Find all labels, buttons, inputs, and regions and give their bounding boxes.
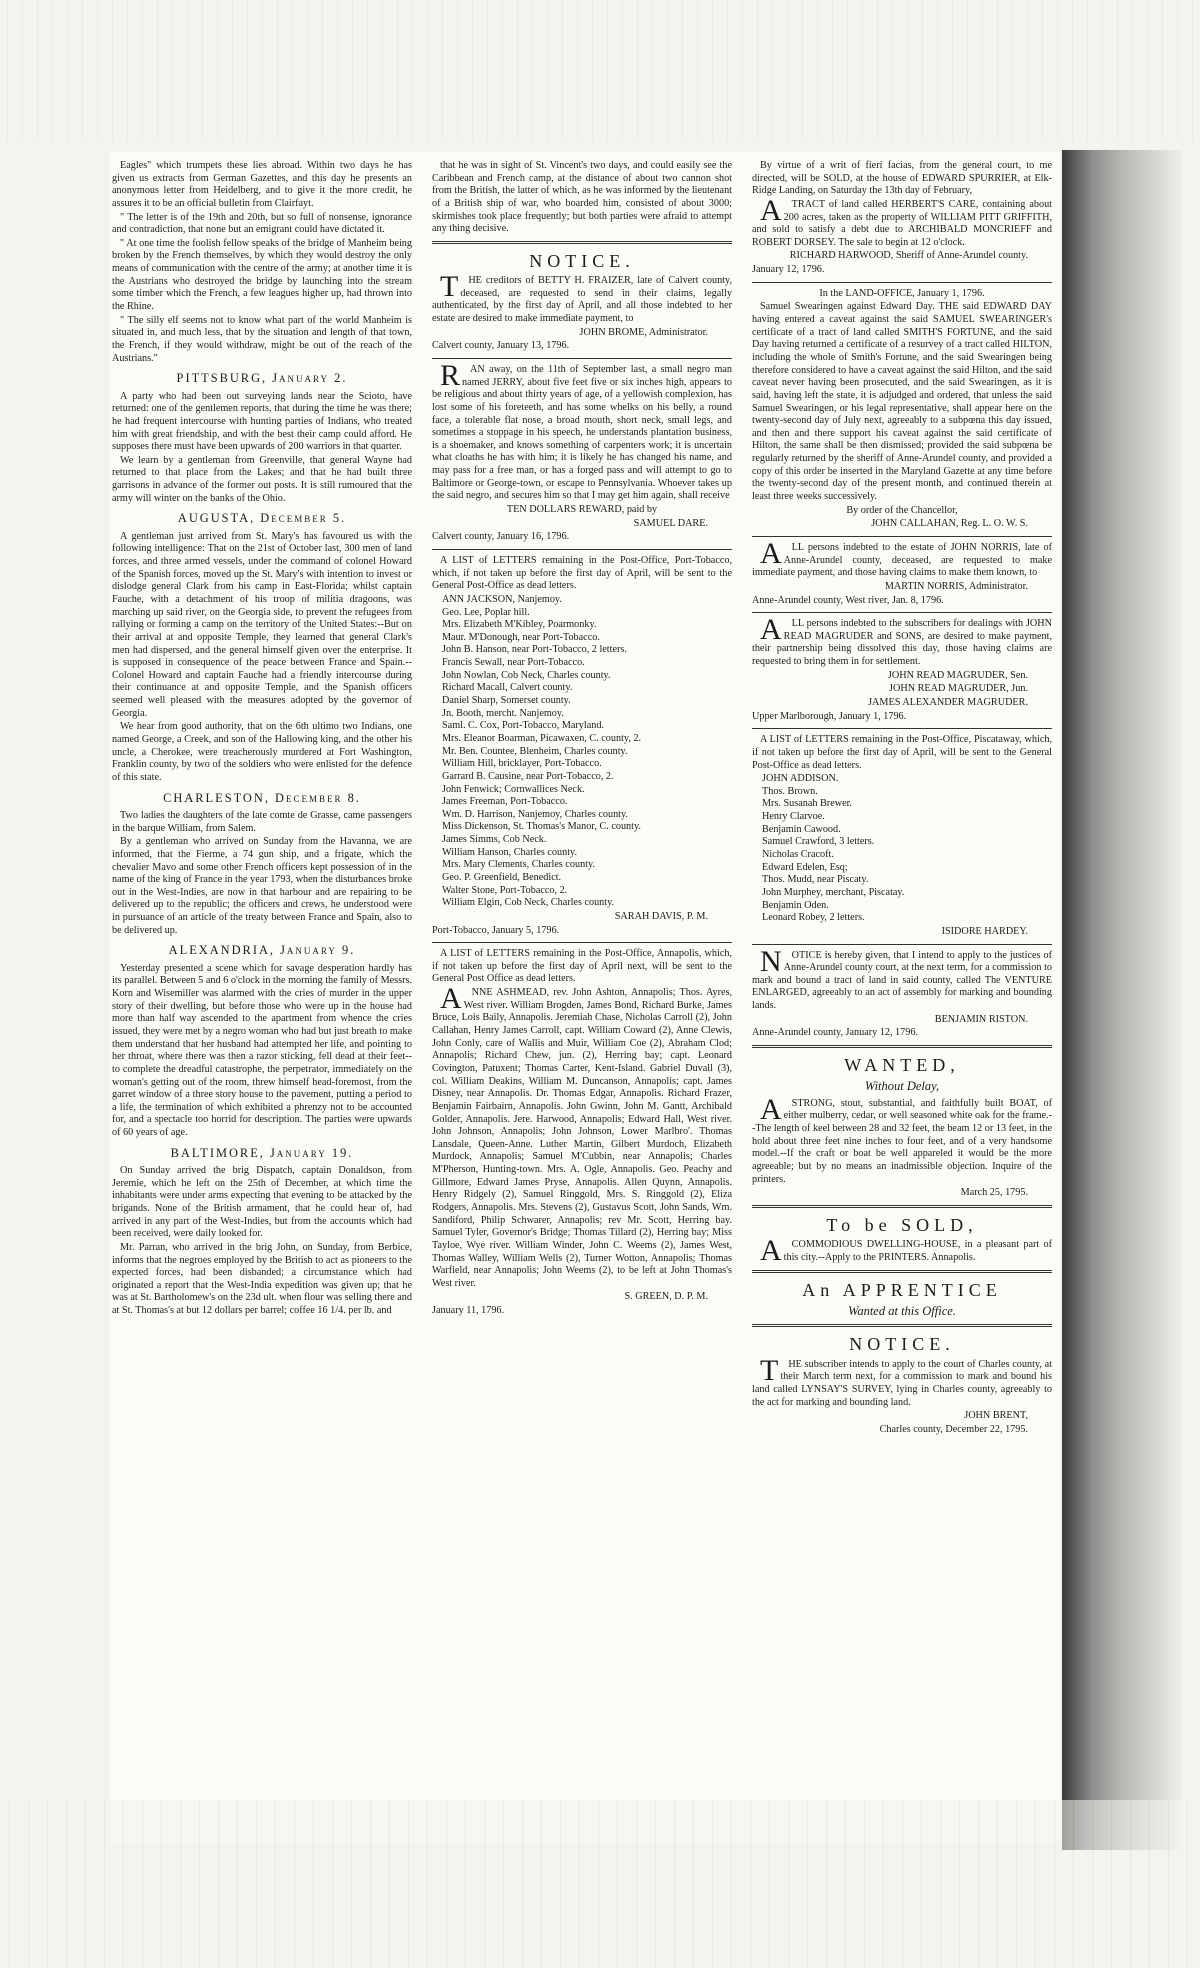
notice-date: Upper Marlborough, January 1, 1796. xyxy=(752,710,907,722)
letter-entry: William Elgin, Cob Neck, Charles county. xyxy=(442,897,615,909)
letter-entry: Mrs. Mary Clements, Charles county. xyxy=(442,859,595,871)
paragraph: On Sunday arrived the brig Dispatch, captain Donaldson, from Jeremie, which he left on the 25th of December, at which time the inhabitants were under arms expecting that evening to be attacked by the brigands. None of the British armament, that he could hear of, had arrived in any part of the West-Indies, but from the accounts which had been received, were daily looked for. xyxy=(112,1165,412,1240)
paragraph: Mr. Parran, who arrived in the brig John, on Sunday, from Berbice, informs that the negroes employed by the British to act as pioneers to the expected forces, had been disbanded; a circumstance which had originated a report that the West-India expedition was given up; that he was at St. Bartholomew's on the 23d ult. when flour was selling there and at St. Thomas's at but 12 dollars per barrel; coffee 16 1/4. per lb. and xyxy=(112,1241,412,1317)
paragraph: We learn by a gentleman from Greenville, that general Wayne had returned to that place from the Lakes; and that he had built three garrisons in advance of the former out posts. It is still rumoured that the army will winter on the banks of the Ohio. xyxy=(112,454,412,504)
book-spine-shadow xyxy=(1062,150,1182,1850)
signature: S. GREEN, D. P. M. xyxy=(624,1291,708,1303)
letter-entry: ANN JACKSON, Nanjemoy. xyxy=(442,593,562,605)
letter-entry: John B. Hanson, near Port-Tobacco, 2 letters. xyxy=(442,644,627,656)
letter-entry: Wm. D. Harrison, Nanjemoy, Charles county. xyxy=(442,808,628,820)
letter-entry: Mr. Ben. Countee, Blenheim, Charles county. xyxy=(442,745,628,757)
notice-text: THE creditors of BETTY H. FRAIZER, late of Calvert county, deceased, are requested to send in their claims, legally authenticated, by the first day of April, and all those indebted to her estate are desired to make immediate payment, to xyxy=(432,270,732,325)
paragraph: that he was in sight of St. Vincent's two days, and could easily see the Caribbean and French camp, at the distance of about two cannon shot from the British, the latter of which, as he was informed by the lieutenant of a British ship of war, who boarded him, consisted of about 3000; skirmishes took place frequently; but both parties were afraid to attempt any thing decisive. xyxy=(432,160,732,235)
letter-entry: Nicholas Cracoft. xyxy=(762,849,834,861)
wanted-text: ASTRONG, stout, substantial, and faithfully built BOAT, of either mulberry, cedar, or well seasoned white oak for the frame.--The length of keel between 28 and 32 feet, the beam 12 or 13 feet, in the hold about three feet nine inches to four feet, and of a very handsome model.--If the craft or boat be well appareled it would be the more agreeable; but by no means an inadmissible objection. Inquire of the printers. xyxy=(752,1092,1052,1185)
notice-date: Calvert county, January 13, 1796. xyxy=(432,340,570,352)
order-line: By order of the Chancellor, xyxy=(846,504,958,516)
column-3 xyxy=(752,160,1052,1438)
letter-entry: Benjamin Cawood. xyxy=(762,823,841,835)
dateline-alexandria: ALEXANDRIA, January 9. xyxy=(168,943,356,958)
divider xyxy=(432,241,732,244)
dateline-pittsburg: PITTSBURG, January 2. xyxy=(176,371,348,386)
signature: JOHN BROME, Administrator. xyxy=(579,326,708,338)
letter-entry: John Nowlan, Cob Neck, Charles county. xyxy=(442,669,611,681)
letter-entry: Leonard Robey, 2 letters. xyxy=(762,912,865,924)
divider xyxy=(752,1270,1052,1273)
signature: SAMUEL DARE. xyxy=(633,517,708,529)
letter-entry: Richard Macall, Calvert county. xyxy=(442,682,573,694)
letter-entry: Walter Stone, Port-Tobacco, 2. xyxy=(442,884,568,896)
letter-entry: Samuel Crawford, 3 letters. xyxy=(762,836,875,848)
notice-date: Anne-Arundel county, January 12, 1796. xyxy=(752,1027,918,1039)
paragraph: A gentleman just arrived from St. Mary's has favoured us with the following intelligence: That on the 21st of October last, 300 men of land forces, and three armed vessels, under the command of colonel Howard of the Spanish forces, moved up the St. Mary's with intention to invest or dislodge general Clark from his camp in East-Florida; whilst captain Fauche, with a detachment of his troop of militia dragoons, was marching up said river, on the Georgia side, to prevent the refugees from rallying or forming a camp on the territory of the United States:--But on their arrival at and opposite Temple, they learned that general Clark's men had dispersed, and the general himself given over the enterprise. It is supposed in consequence of the peace between France and Spain.--Colonel Howard and captain Fauche had a friendly intercourse during their continuance at and opposite Temple, and the Spanish officers seemed well pleased with the measures adopted by the governor of Georgia. xyxy=(112,530,412,719)
divider xyxy=(432,549,732,550)
letter-entry: James Simms, Cob Neck. xyxy=(442,834,547,846)
letter-entry: Francis Sewall, near Port-Tobacco. xyxy=(442,657,585,669)
signature: BENJAMIN RISTON. xyxy=(934,1013,1028,1025)
land-office-notice: Samuel Swearingen against Edward Day. THE said EDWARD DAY having entered a caveat against the said SAMUEL SWEARINGER's certificate of a tract of land called SMITH'S FORTUNE, and the said Day having returned a certificate of a resurvey of a tract called HILTON, including the whole of Smith's Fortune, and the said Swearingen being therefore considered to have a caveat against the said Hilton, and the said caveat never having been prosecuted, and the said Swearingen, as it is said, having left the state, it is adjudged and ordered, that unless the said Samuel Swearingen, or his legal representative, shall appear here on the twenty-second day of July next, agreeably to a subpœna this day issued, and then and there support his caveat against the said certificate of Hilton, the same shall be then dismissed; provided the said subpœna be regularly returned by the sheriff of Anne-Arundel county, and provided a copy of this order be inserted in the Maryland Gazette at any time before the twenty-second day of the present month, and continued therein at least three weeks successively. xyxy=(752,301,1052,503)
signature: RICHARD HARWOOD, Sheriff of Anne-Arundel county. xyxy=(789,250,1028,262)
notice-heading: NOTICE. xyxy=(849,1334,955,1355)
divider xyxy=(752,1205,1052,1208)
letter-entry: Thos. Mudd, near Piscaty. xyxy=(762,874,869,886)
letter-entry: Saml. C. Cox, Port-Tobacco, Maryland. xyxy=(442,720,604,732)
scan-noise-bottom xyxy=(0,1800,1200,1968)
signature: JAMES ALEXANDER MAGRUDER. xyxy=(868,696,1028,708)
signature: MARTIN NORRIS, Administrator. xyxy=(884,580,1028,592)
divider xyxy=(752,1045,1052,1048)
paragraph: " The letter is of the 19th and 20th, but so full of nonsense, ignorance and contradiction, that none but an emigrant could have dictated it. xyxy=(112,211,412,236)
letters-list-piscataway xyxy=(752,773,1052,925)
dateline-augusta: AUGUSTA, December 5. xyxy=(177,511,347,526)
letters-list-annapolis: ANNE ASHMEAD, rev. John Ashton, Annapolis; Thos. Ayres, West river. William Brogden, James Bond, Richard Burke, James Bruce, Lois Baily, Annapolis. Jeremiah Chase, Nicholas Carroll (2), John Callahan, Henry James Carroll, capt. William Coward (2), Anne Clewis, John Conly, care of Wallis and Muir, William Coe (2), Abraham Clod; Annapolis; Richard Chew, jun. (2), Herring bay; capt. Leonard Covington, Patuxent; Thomas Carter, Kent-Island. Gabriel Duvall (3), col. William Deakins, William M. Duncanson, Annapolis; capt. James Disney, near Annapolis. Dr. Thomas Edgar, Annapolis. Richard Frazer, Benjamin Fairbairn, Annapolis. John Gwinn, John M. Gantt, Archibald Golder, Annapolis. Jere. Harwood, Annapolis; Edward Hall, West river. John Johnson, Annapolis; John Johnson, Lower Marlbro'. Thomas Lansdale, Queen-Anne. Luther Martin, Gilbert Murdoch, Elizabeth Murdock, Annapolis; Samuel M'Cubbin, near Annapolis; Charles M'Pherson, Hunting-town. Mrs. A. Ogle, Annapolis. Geo. Peachy and Gillmore, Edward James Pryse, Annapolis. Allen Quynn, Annapolis. Henry Ridgely (2), Samuel Ringgold, Mrs. S. Ringgold (2), Eliza Rodgers, Annapolis. Mrs. Stevens (2), Gustavus Scott, John Sands, Wm. Sandiford, Philip Schwarer, Annapolis; rev Mr. Scott, Herring bay. Samuel Tyler, Governor's Bridge; Thomas Tillard (2), Herring bay; Miss Tayloe, Wye river. William Winder, John C. Weems (2), James West, Thomas Walley, William Wells (2), Turner Wotton, Annapolis; Thomas Warfield, near Annapolis; John Weems (2), to be left at John Thomas's West river. xyxy=(432,982,732,1289)
letter-entry: Henry Clarvoe. xyxy=(762,811,825,823)
divider xyxy=(752,944,1052,945)
letter-entry: Mrs. Eleanor Boarman, Picawaxen, C. county, 2. xyxy=(442,732,642,744)
signature: JOHN READ MAGRUDER, Sen. xyxy=(887,669,1028,681)
letter-entry: Geo. P. Greenfield, Benedict. xyxy=(442,871,562,883)
divider xyxy=(752,728,1052,729)
runaway-notice: RAN away, on the 11th of September last, a small negro man named JERRY, about five feet five or six inches high, appears to be religious and about thirty years of age, of a yellowish complexion, has lost some of his foreteeth, and has some whelks on his belly, a round face, a tolerable flat nose, a broad mouth, short neck, small legs, and sometimes a stoppage in his speech, he understands plantation business, is a shoemaker, and knows something of carpenters work; it is uncertain what cloaths he has with him; it is likely he has changed his name, and may pass for a free man, or has a forged pass and will attempt to go to Baltimore or George-town, or escape to Pennsylvania. Whoever takes up the said negro, and secures him so that I may get him again, shall receive xyxy=(432,359,732,502)
letter-entry: Edward Edelen, Esq; xyxy=(762,861,848,873)
scan-noise-top xyxy=(0,0,1200,140)
letter-entry: William Hill, bricklayer, Port-Tobacco. xyxy=(442,758,602,770)
letter-entry: John Fenwick; Cornwallices Neck. xyxy=(442,783,585,795)
notice-text: NOTICE is hereby given, that I intend to apply to the justices of Anne-Arundel county court, at the next term, for a commission to mark and bound a tract of land in said county, called The VENTURE ENLARGED, agreeably to an act of assembly for marking and bounding lands. xyxy=(752,944,1052,1012)
letter-entry: John Murphey, merchant, Piscatay. xyxy=(762,886,905,898)
letter-entry: Thos. Brown. xyxy=(762,785,818,797)
notice-date: Charles county, December 22, 1795. xyxy=(879,1423,1028,1435)
letter-entry: Geo. Lee, Poplar hill. xyxy=(442,606,530,618)
letter-entry: Benjamin Oden. xyxy=(762,899,829,911)
for-sale-text: ACOMMODIOUS DWELLING-HOUSE, in a pleasant part of this city.--Apply to the PRINTERS. Annapolis. xyxy=(760,1234,1052,1268)
column-2 xyxy=(432,160,732,1318)
letter-entry: Miss Dickenson, St. Thomas's Manor, C. county. xyxy=(442,821,641,833)
apprentice-heading: An APPRENTICE xyxy=(802,1279,1002,1300)
letter-entry: Garrard B. Causine, near Port-Tobacco, 2. xyxy=(442,770,614,782)
letter-entry: James Freeman, Port-Tobacco. xyxy=(442,796,568,808)
dateline-charleston: CHARLESTON, December 8. xyxy=(163,790,361,805)
sale-intro: By virtue of a writ of fieri facias, from the general court, to me directed, will be SOLD, at the house of EDWARD SPURRIER, at Elk-Ridge Landing, on Saturday the 13th day of February, xyxy=(752,160,1052,197)
paragraph: Eagles" which trumpets these lies abroad. Within two days he has given us extracts from German Gazettes, and this day he presents an anonymous letter from Heidelberg, and to give it the more credit, he assures it to be an official bulletin from Clairfayt. xyxy=(112,160,412,209)
paragraph: " The silly elf seems not to know what part of the world Manheim is situated in, and much less, that by the situation and length of that town, the French, if they would withdraw, might be out of the reach of the Austrians." xyxy=(112,314,412,364)
divider xyxy=(432,358,732,359)
signature: SARAH DAVIS, P. M. xyxy=(614,910,708,922)
signature: JOHN CALLAHAN, Reg. L. O. W. S. xyxy=(871,518,1028,530)
divider xyxy=(752,536,1052,537)
divider xyxy=(752,1324,1052,1327)
notice-date: Calvert county, January 16, 1796. xyxy=(432,531,570,543)
apprentice-subheading: Wanted at this Office. xyxy=(848,1303,956,1318)
letter-entry: Daniel Sharp, Somerset county. xyxy=(442,695,571,707)
land-office-heading: In the LAND-OFFICE, January 1, 1796. xyxy=(819,287,985,299)
letters-heading: A LIST of LETTERS remaining in the Post-Office, Piscataway, which, if not taken up before the first day of April, will be sent to the General Post-Office as dead letters. xyxy=(752,734,1052,771)
letter-entry: Mrs. Elizabeth M'Kibley, Poarmonky. xyxy=(442,619,597,631)
letters-heading: A LIST of LETTERS remaining in the Post-Office, Annapolis, which, if not taken up before the first day of April next, will be sent to the General Post Office as dead letters. xyxy=(432,948,732,985)
letters-list-port-tobacco xyxy=(432,594,732,910)
letters-heading: A LIST of LETTERS remaining in the Post-Office, Port-Tobacco, which, if not taken up before the first day of April, will be sent to the General Post-Office as dead letters. xyxy=(432,554,732,592)
column-1 xyxy=(112,160,412,1319)
paragraph: " At one time the foolish fellow speaks of the bridge of Manheim being broken by the French themselves, by which they would destroy the only means of communication with the centre of the army; at another time it is the Austrians who destroyed the bridge by launching into the stream some timber which the French, a few leagues higher up, had thrown into the Rhine. xyxy=(112,237,412,313)
notice-date: March 25, 1795. xyxy=(960,1187,1028,1199)
divider xyxy=(752,282,1052,283)
sale-notice: ATRACT of land called HERBERT'S CARE, containing about 200 acres, taken as the property of WILLIAM PITT GRIFFITH, and sold to satisfy a debt due to ARCHIBALD MONCRIEFF and ROBERT DORSEY. The sale to begin at 12 o'clock. xyxy=(752,193,1052,248)
notice-date: January 11, 1796. xyxy=(432,1305,505,1317)
notice-text: THE subscriber intends to apply to the court of Charles county, at their March term next, for a commission to mark and bound his land called LYNSAY'S SURVEY, lying in Charles county, agreeably to the act for marking and bounding land. xyxy=(752,1353,1052,1408)
notice-date: Anne-Arundel county, West river, Jan. 8, 1796. xyxy=(752,594,944,606)
reward-line: TEN DOLLARS REWARD, paid by xyxy=(506,504,658,516)
notice-heading: NOTICE. xyxy=(529,250,635,271)
dateline-baltimore: BALTIMORE, January 19. xyxy=(170,1145,354,1160)
paragraph: Two ladies the daughters of the late comte de Grasse, came passengers in the barque William, from Salem. xyxy=(112,809,412,834)
for-sale-heading: To be SOLD, xyxy=(826,1214,978,1235)
wanted-heading: WANTED, xyxy=(844,1055,960,1075)
divider xyxy=(752,612,1052,613)
paragraph: Yesterday presented a scene which for savage desperation hardly has its parallel. Between 5 and 6 o'clock in the morning the family of Messrs. Korn and Wisemiller was alarmed with the cries of murder in the upper story of their dwelling, but before those who were up in the house had more than half way ascended to the apartment from whence the cries issued, they were met by a negro woman who had but just breath to make them understand that her husband had attempted her life, and pointing to her throat, where there was then a razor sticking, fell dead at their feet--to complete the dreadful catastrophe, the perpetrator, immediately on the woman's getting out of the room, threw himself head-foremost, from the garret window of a three story house to the pavement, putting a period to a life, the termination of which exhibited a phrenzy not to be accounted for, and a spectacle too horrid for description. The parties were upwards of 60 years of age. xyxy=(112,962,412,1139)
paragraph: A party who had been out surveying lands near the Scioto, have returned: one of the gentlemen reports, that during the time he was there; he had frequent intercourse with hunting parties of Indians, who treated him with great friendship, and with the best their camp could afford. He supposes there must have been upwards of 200 warriors in that quarter. xyxy=(112,390,412,453)
signature: JOHN READ MAGRUDER, Jun. xyxy=(889,683,1028,695)
signature: JOHN BRENT, xyxy=(964,1410,1028,1422)
notice-date: Port-Tobacco, January 5, 1796. xyxy=(432,924,560,936)
estate-notice: ALL persons indebted to the estate of JOHN NORRIS, late of Anne-Arundel county, deceased, are requested to make immediate payment, and those having claims to make them known, to xyxy=(752,536,1052,579)
letter-entry: Mrs. Susanah Brewer. xyxy=(762,798,852,810)
partnership-notice: ALL persons indebted to the subscribers for dealings with JOHN READ MAGRUDER and SONS, are desired to make payment, their partnership being dissolved this day, those having claims are requested to bring them in for settlement. xyxy=(752,613,1052,668)
signature: ISIDORE HARDEY. xyxy=(941,925,1028,937)
divider xyxy=(432,942,732,943)
paragraph: We hear from good authority, that on the 6th ultimo two Indians, one named George, a Creek, and son of the Hallowing king, and the other his uncle, a Cherokee, were treacherously murdered at Fort Washington, Franklin county, by two of the soldiers who were enlisted for the defence of this state. xyxy=(112,721,412,783)
letter-entry: William Hanson, Charles county. xyxy=(442,846,578,858)
letter-entry: Maur. M'Donough, near Port-Tobacco. xyxy=(442,631,600,643)
paragraph: By a gentleman who arrived on Sunday from the Havanna, we are informed, that the Fierme, a 74 gun ship, and a frigate, which the chevalier Mavo and some other French officers kept possession of in the name of the king of France in the year 1793, when the disturbances broke out in the West-Indies, are now in that harbour and are repairing to be delivered up to the republic; the officers and crews, he understood were in pursuance of an article of the treaty between France and Spain, also to be delivered up. xyxy=(112,836,412,936)
letter-entry: Jn. Booth, mercht. Nanjemoy. xyxy=(442,707,564,719)
notice-date: January 12, 1796. xyxy=(752,264,825,276)
letter-entry: JOHN ADDISON. xyxy=(762,773,839,785)
wanted-subheading: Without Delay, xyxy=(864,1079,940,1094)
